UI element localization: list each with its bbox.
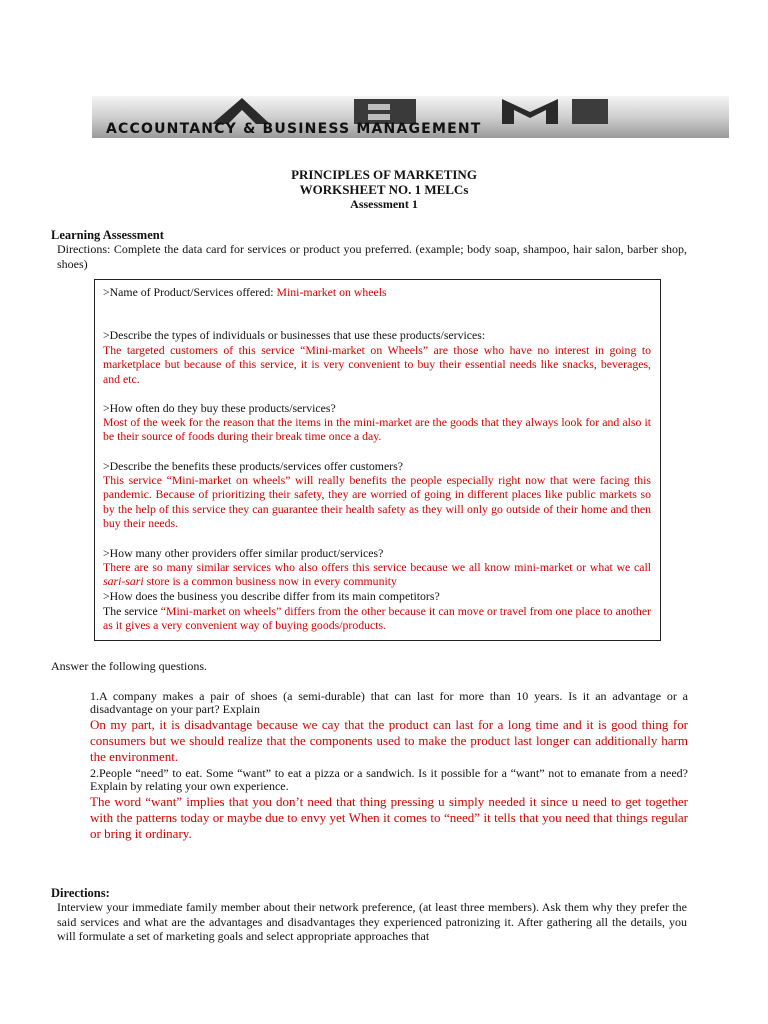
question-2: 2.People “need” to eat. Some “want” to eat a pizza or a sandwich. Is it possible for a “want” not to emanate from a need? Explain by relating your own experience.: [90, 766, 688, 793]
question-1: 1.A company makes a pair of shoes (a semi-durable) that can last for more than 10 years. Is it an advantage or a disadvantage on your part? Explain: [90, 689, 688, 716]
questions-intro: Answer the following questions.: [51, 659, 207, 673]
data-card-question-5: >How many other providers offer similar product/services?: [103, 546, 384, 560]
worksheet-title: WORKSHEET NO. 1 MELCs: [299, 182, 469, 197]
data-card-answer-4: This service “Mini-market on wheels” will really benefits the people especially right now that were facing this pandemic. Because of prioritizing their safety, they are worried of going in different places like public markets so by the help of this service they can guarantee their health safety as they will only go outside of their home and then buy their needs.: [103, 473, 651, 531]
assessment-title: Assessment 1: [350, 197, 418, 211]
abm-banner: [92, 96, 729, 138]
data-card-answer-3: Most of the week for the reason that the items in the mini-market are the goods that they always look for and also it be their source of foods during their break time once a day.: [103, 415, 651, 444]
course-title: PRINCIPLES OF MARKETING: [291, 167, 477, 182]
data-card-question-1: >Name of Product/Services offered: Mini-market on wheels: [103, 285, 387, 299]
answer-1: On my part, it is disadvantage because we cay that the product can last for a long time and it is good thing for consumers but we should realize that the components used to make the product last longer can additionally harm the environment.: [90, 717, 688, 764]
data-card-answer-5: There are so many similar services who also offers this service because we all know mini-market or what we call sari-sari store is a common business now in every community: [103, 560, 651, 589]
learning-assessment-directions: Directions: Complete the data card for services or product you preferred. (example; body soap, shampoo, hair salon, barber shop, shoes): [57, 242, 687, 271]
data-card-answer-2: The targeted customers of this service “Mini-market on Wheels” are those who have no interest in going to marketplace but because of this service, it is very convenient to buy their essential needs like snacks, beverages, and etc.: [103, 343, 651, 386]
data-card-question-3: >How often do they buy these products/services?: [103, 401, 336, 415]
directions-text: Interview your immediate family member about their network preference, (at least three members). Ask them why they prefer the said services and what are the advantages and disadvantages they experienced patronizing it. After gathering all the details, you will formulate a set of marketing goals and select appropriate approaches that: [57, 900, 687, 943]
data-card-answer-1: Mini-market on wheels: [276, 285, 387, 299]
banner-subtitle: ACCOUNTANCY & BUSINESS MANAGEMENT: [106, 121, 482, 137]
answer-2: The word “want” implies that you don’t need that thing pressing u simply needed it since u need to get together with the patterns today or maybe due to envy yet When it comes to “need” it tells that you need that things regular or bring it ordinary.: [90, 794, 688, 841]
data-card-answer-6: The service “Mini-market on wheels” differs from the other because it can move or travel from one place to another as it gives a very convenient way of buying goods/products.: [103, 604, 651, 633]
data-card-question-6: >How does the business you describe differ from its main competitors?: [103, 589, 440, 603]
data-card-question-2: >Describe the types of individuals or businesses that use these products/services:: [103, 328, 486, 342]
learning-assessment-heading: Learning Assessment: [51, 228, 164, 242]
directions-heading: Directions:: [51, 886, 110, 900]
data-card-question-4: >Describe the benefits these products/services offer customers?: [103, 459, 403, 473]
